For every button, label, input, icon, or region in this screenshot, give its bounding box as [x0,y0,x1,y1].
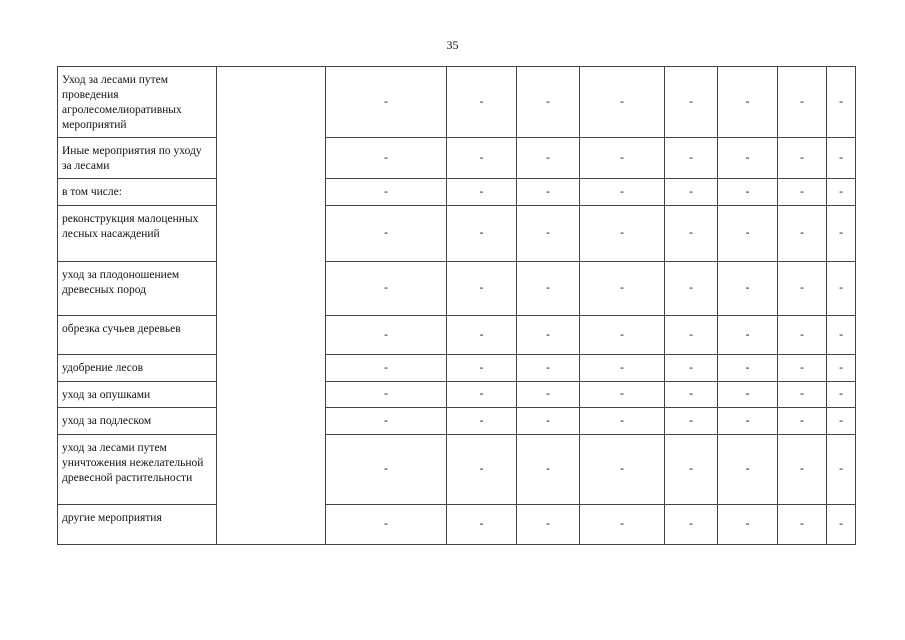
value-cell: - [778,435,827,505]
table-row [58,435,856,505]
value-cell: - [778,355,827,382]
value-cell: - [718,505,778,545]
value-cell: - [778,316,827,355]
value-cell: - [580,408,665,435]
value-cell: - [517,206,580,262]
value-cell: - [778,67,827,138]
value-cell: - [326,408,447,435]
value-cell: - [517,355,580,382]
value-cell: - [580,435,665,505]
value-cell: - [718,355,778,382]
value-cell: - [580,355,665,382]
value-cell: - [517,408,580,435]
value-cell: - [827,67,856,138]
value-cell: - [447,355,517,382]
value-cell: - [665,505,718,545]
value-cell: - [326,355,447,382]
table-row [58,408,856,435]
value-cell: - [827,355,856,382]
value-cell: - [778,262,827,316]
value-cell: - [580,67,665,138]
value-cell: - [718,67,778,138]
value-cell: - [447,408,517,435]
value-cell: - [447,67,517,138]
table-body [58,67,856,545]
value-cell: - [517,138,580,179]
value-cell: - [665,355,718,382]
value-cell: - [326,435,447,505]
value-cell: - [665,67,718,138]
value-cell: - [827,382,856,408]
value-cell: - [778,179,827,206]
value-cell: - [326,316,447,355]
value-cell: - [580,179,665,206]
value-cell: - [827,435,856,505]
value-cell: - [326,505,447,545]
value-cell: - [447,382,517,408]
value-cell: - [665,206,718,262]
value-cell: - [718,206,778,262]
value-cell: - [517,505,580,545]
empty-merged-cell [217,67,326,545]
value-cell: - [827,138,856,179]
row-label: в том числе: [58,179,217,206]
value-cell: - [447,435,517,505]
value-cell: - [718,408,778,435]
value-cell: - [447,262,517,316]
value-cell: - [778,382,827,408]
value-cell: - [718,262,778,316]
value-cell: - [665,316,718,355]
table-row [58,262,856,316]
row-label: Иные мероприятия по уходу за лесами [58,138,217,179]
value-cell: - [326,206,447,262]
forestry-table [57,66,856,545]
value-cell: - [580,262,665,316]
value-cell: - [580,382,665,408]
row-label: реконструкция малоценных лесных насаждений [58,206,217,262]
value-cell: - [778,505,827,545]
value-cell: - [665,179,718,206]
table-row [58,179,856,206]
value-cell: - [447,316,517,355]
value-cell: - [447,138,517,179]
value-cell: - [665,262,718,316]
value-cell: - [665,138,718,179]
value-cell: - [718,382,778,408]
value-cell: - [665,408,718,435]
table-row [58,206,856,262]
table-row [58,355,856,382]
table-row [58,382,856,408]
row-label: уход за плодоношением древесных пород [58,262,217,316]
value-cell: - [718,179,778,206]
table-row [58,138,856,179]
value-cell: - [827,505,856,545]
value-cell: - [827,408,856,435]
page-number: 35 [446,38,459,52]
row-label: другие мероприятия [58,505,217,545]
row-label: уход за опушками [58,382,217,408]
row-label: удобрение лесов [58,355,217,382]
value-cell: - [718,138,778,179]
value-cell: - [778,206,827,262]
table-row [58,316,856,355]
row-label: уход за лесами путем уничтожения нежелательной древесной растительности [58,435,217,505]
row-label: Уход за лесами путем проведения агролесомелиоративных мероприятий [58,67,217,138]
value-cell: - [447,505,517,545]
value-cell: - [326,138,447,179]
value-cell: - [517,316,580,355]
value-cell: - [778,138,827,179]
value-cell: - [665,435,718,505]
value-cell: - [580,138,665,179]
value-cell: - [517,179,580,206]
value-cell: - [517,435,580,505]
value-cell: - [827,316,856,355]
value-cell: - [718,316,778,355]
value-cell: - [827,179,856,206]
value-cell: - [580,505,665,545]
value-cell: - [580,206,665,262]
value-cell: - [718,435,778,505]
value-cell: - [665,382,718,408]
value-cell: - [778,408,827,435]
value-cell: - [326,382,447,408]
value-cell: - [517,67,580,138]
value-cell: - [827,262,856,316]
value-cell: - [580,316,665,355]
row-label: уход за подлеском [58,408,217,435]
row-label: обрезка сучьев деревьев [58,316,217,355]
value-cell: - [326,262,447,316]
value-cell: - [447,179,517,206]
table-row [58,67,856,138]
value-cell: - [447,206,517,262]
value-cell: - [326,179,447,206]
table-row [58,505,856,545]
value-cell: - [517,382,580,408]
value-cell: - [827,206,856,262]
value-cell: - [517,262,580,316]
value-cell: - [326,67,447,138]
